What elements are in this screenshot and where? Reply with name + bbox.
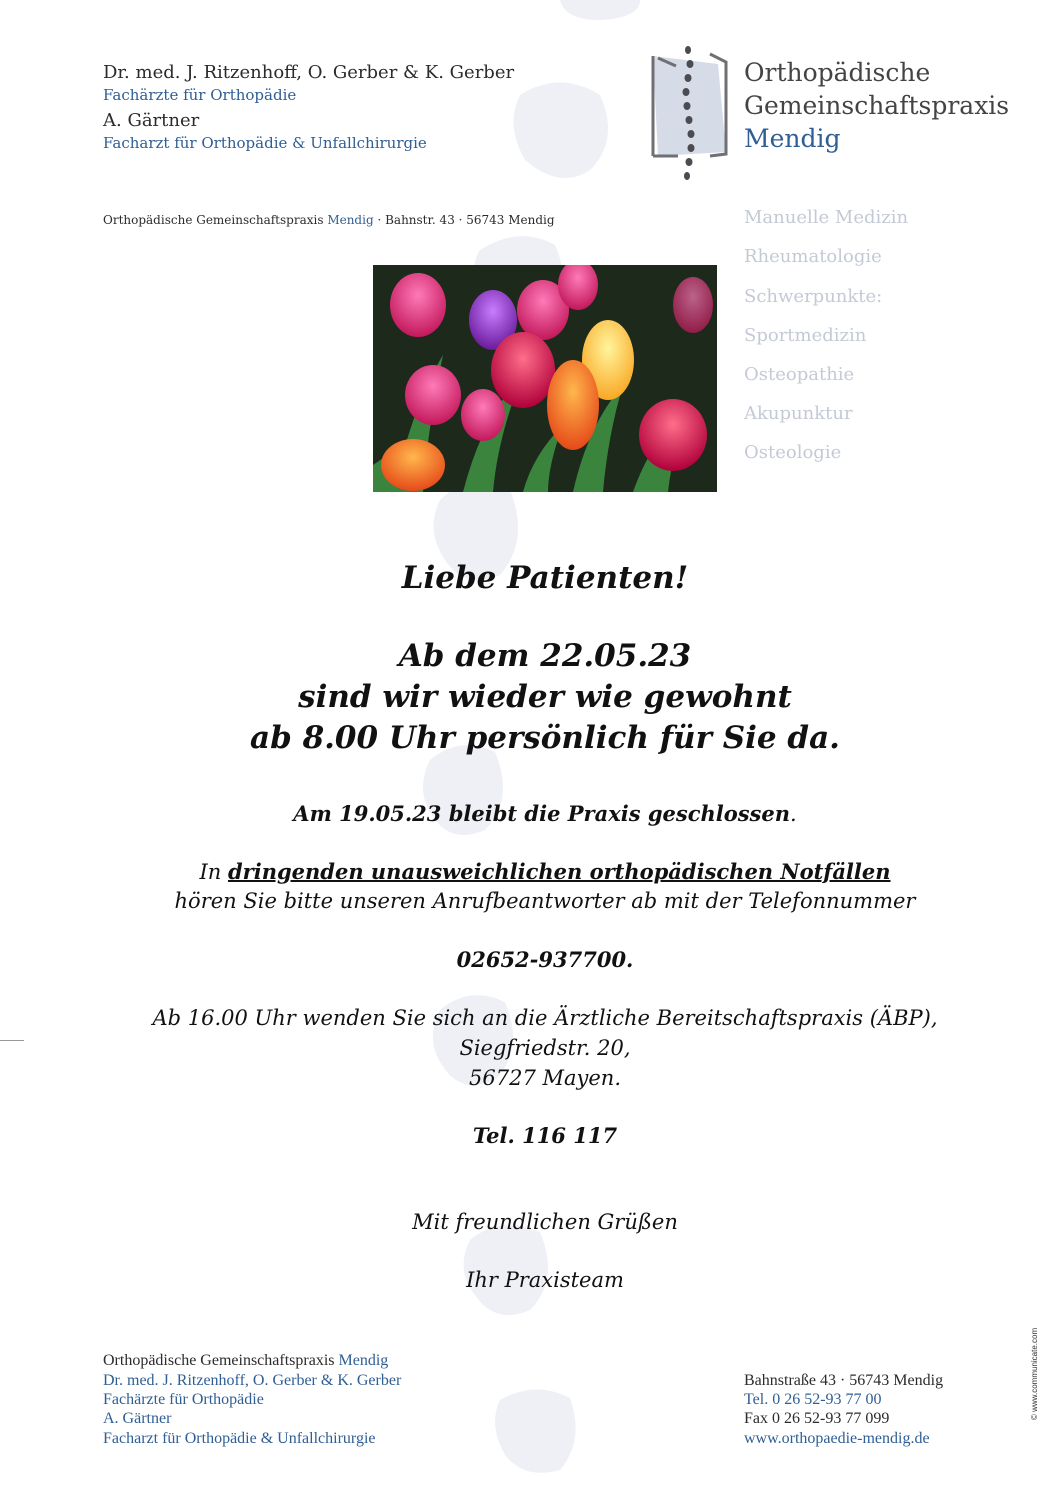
footer-website-link[interactable]: www.orthopaedie-mendig.de [744, 1430, 930, 1447]
tulips-photo [373, 265, 717, 492]
footer-practice-city: Mendig [338, 1352, 389, 1369]
footer-practice-prefix: Orthopädische Gemeinschaftspraxis [103, 1352, 335, 1369]
service-item: Osteologie [744, 442, 842, 463]
footer-address: Bahnstraße 43 · 56743 Mendig [744, 1372, 944, 1389]
logo-line1: Orthopädische [744, 58, 931, 87]
design-credit: © www.communicate.com [1030, 1327, 1039, 1420]
header-address [103, 213, 555, 227]
logo-line2: Gemeinschaftspraxis [744, 91, 1010, 120]
service-item: Schwerpunkte: [744, 286, 883, 307]
footer-doctor2: A. Gärtner [103, 1410, 172, 1427]
emergency-prefix: In [199, 860, 228, 884]
closed-notice [0, 801, 1058, 826]
footer-specialty: Fachärzte für Orthopädie [103, 1391, 264, 1408]
closed-text: Am 19.05.23 bleibt die Praxis geschlossen [293, 801, 791, 826]
header-address-rest: · Bahnstr. 43 · 56743 Mendig [377, 213, 555, 227]
footer-specialty2: Facharzt für Orthopädie & Unfallchirurgie [103, 1430, 376, 1447]
header-address-city: Mendig [327, 213, 374, 227]
announcement-line2: sind wir wieder wie gewohnt [298, 679, 792, 715]
service-item: Manuelle Medizin [744, 207, 909, 228]
header-doctor2: A. Gärtner [103, 110, 200, 131]
header-doctors: Dr. med. J. Ritzenhoff, O. Gerber & K. Gerber [103, 62, 515, 83]
abp-line3: 56727 Mayen. [469, 1066, 621, 1090]
closed-end: . [790, 802, 797, 826]
emergency-line2: hören Sie bitte unseren Anrufbeantworter ab mit der Telefonnummer [174, 889, 916, 913]
greeting: Liebe Patienten! [401, 560, 689, 596]
footer-doctors: Dr. med. J. Ritzenhoff, O. Gerber & K. Gerber [103, 1372, 402, 1389]
abp-line1: Ab 16.00 Uhr wenden Sie sich an die Ärztliche Bereitschaftspraxis (ÄBP), [152, 1006, 938, 1030]
signature: Ihr Praxisteam [466, 1268, 624, 1292]
announcement-line1: Ab dem 22.05.23 [398, 638, 692, 674]
abp-line2: Siegfriedstr. 20, [459, 1036, 631, 1060]
service-item: Rheumatologie [744, 246, 882, 267]
header-specialty: Fachärzte für Orthopädie [103, 86, 297, 104]
abp-tel: Tel. 116 117 [472, 1123, 618, 1148]
service-item: Sportmedizin [744, 325, 867, 346]
regards: Mit freundlichen Grüßen [412, 1210, 678, 1234]
footer-practice [103, 1352, 388, 1370]
service-item: Osteopathie [744, 364, 855, 385]
header-address-prefix: Orthopädische Gemeinschaftspraxis [103, 213, 324, 227]
fold-mark [0, 1040, 24, 1041]
logo-line3: Mendig [744, 124, 841, 153]
service-item: Akupunktur [744, 403, 853, 424]
announcement-line3: ab 8.00 Uhr persönlich für Sie da. [250, 720, 840, 756]
header-specialty2: Facharzt für Orthopädie & Unfallchirurgie [103, 134, 427, 152]
emergency-underlined: dringenden unausweichlichen orthopädischen Notfällen [227, 859, 891, 884]
footer-tel: Tel. 0 26 52-93 77 00 [744, 1391, 882, 1408]
footer-fax: Fax 0 26 52-93 77 099 [744, 1410, 890, 1427]
phone-number: 02652-937700. [456, 947, 634, 972]
emergency-line1 [0, 859, 1058, 884]
logo-spine-icon [648, 44, 733, 189]
